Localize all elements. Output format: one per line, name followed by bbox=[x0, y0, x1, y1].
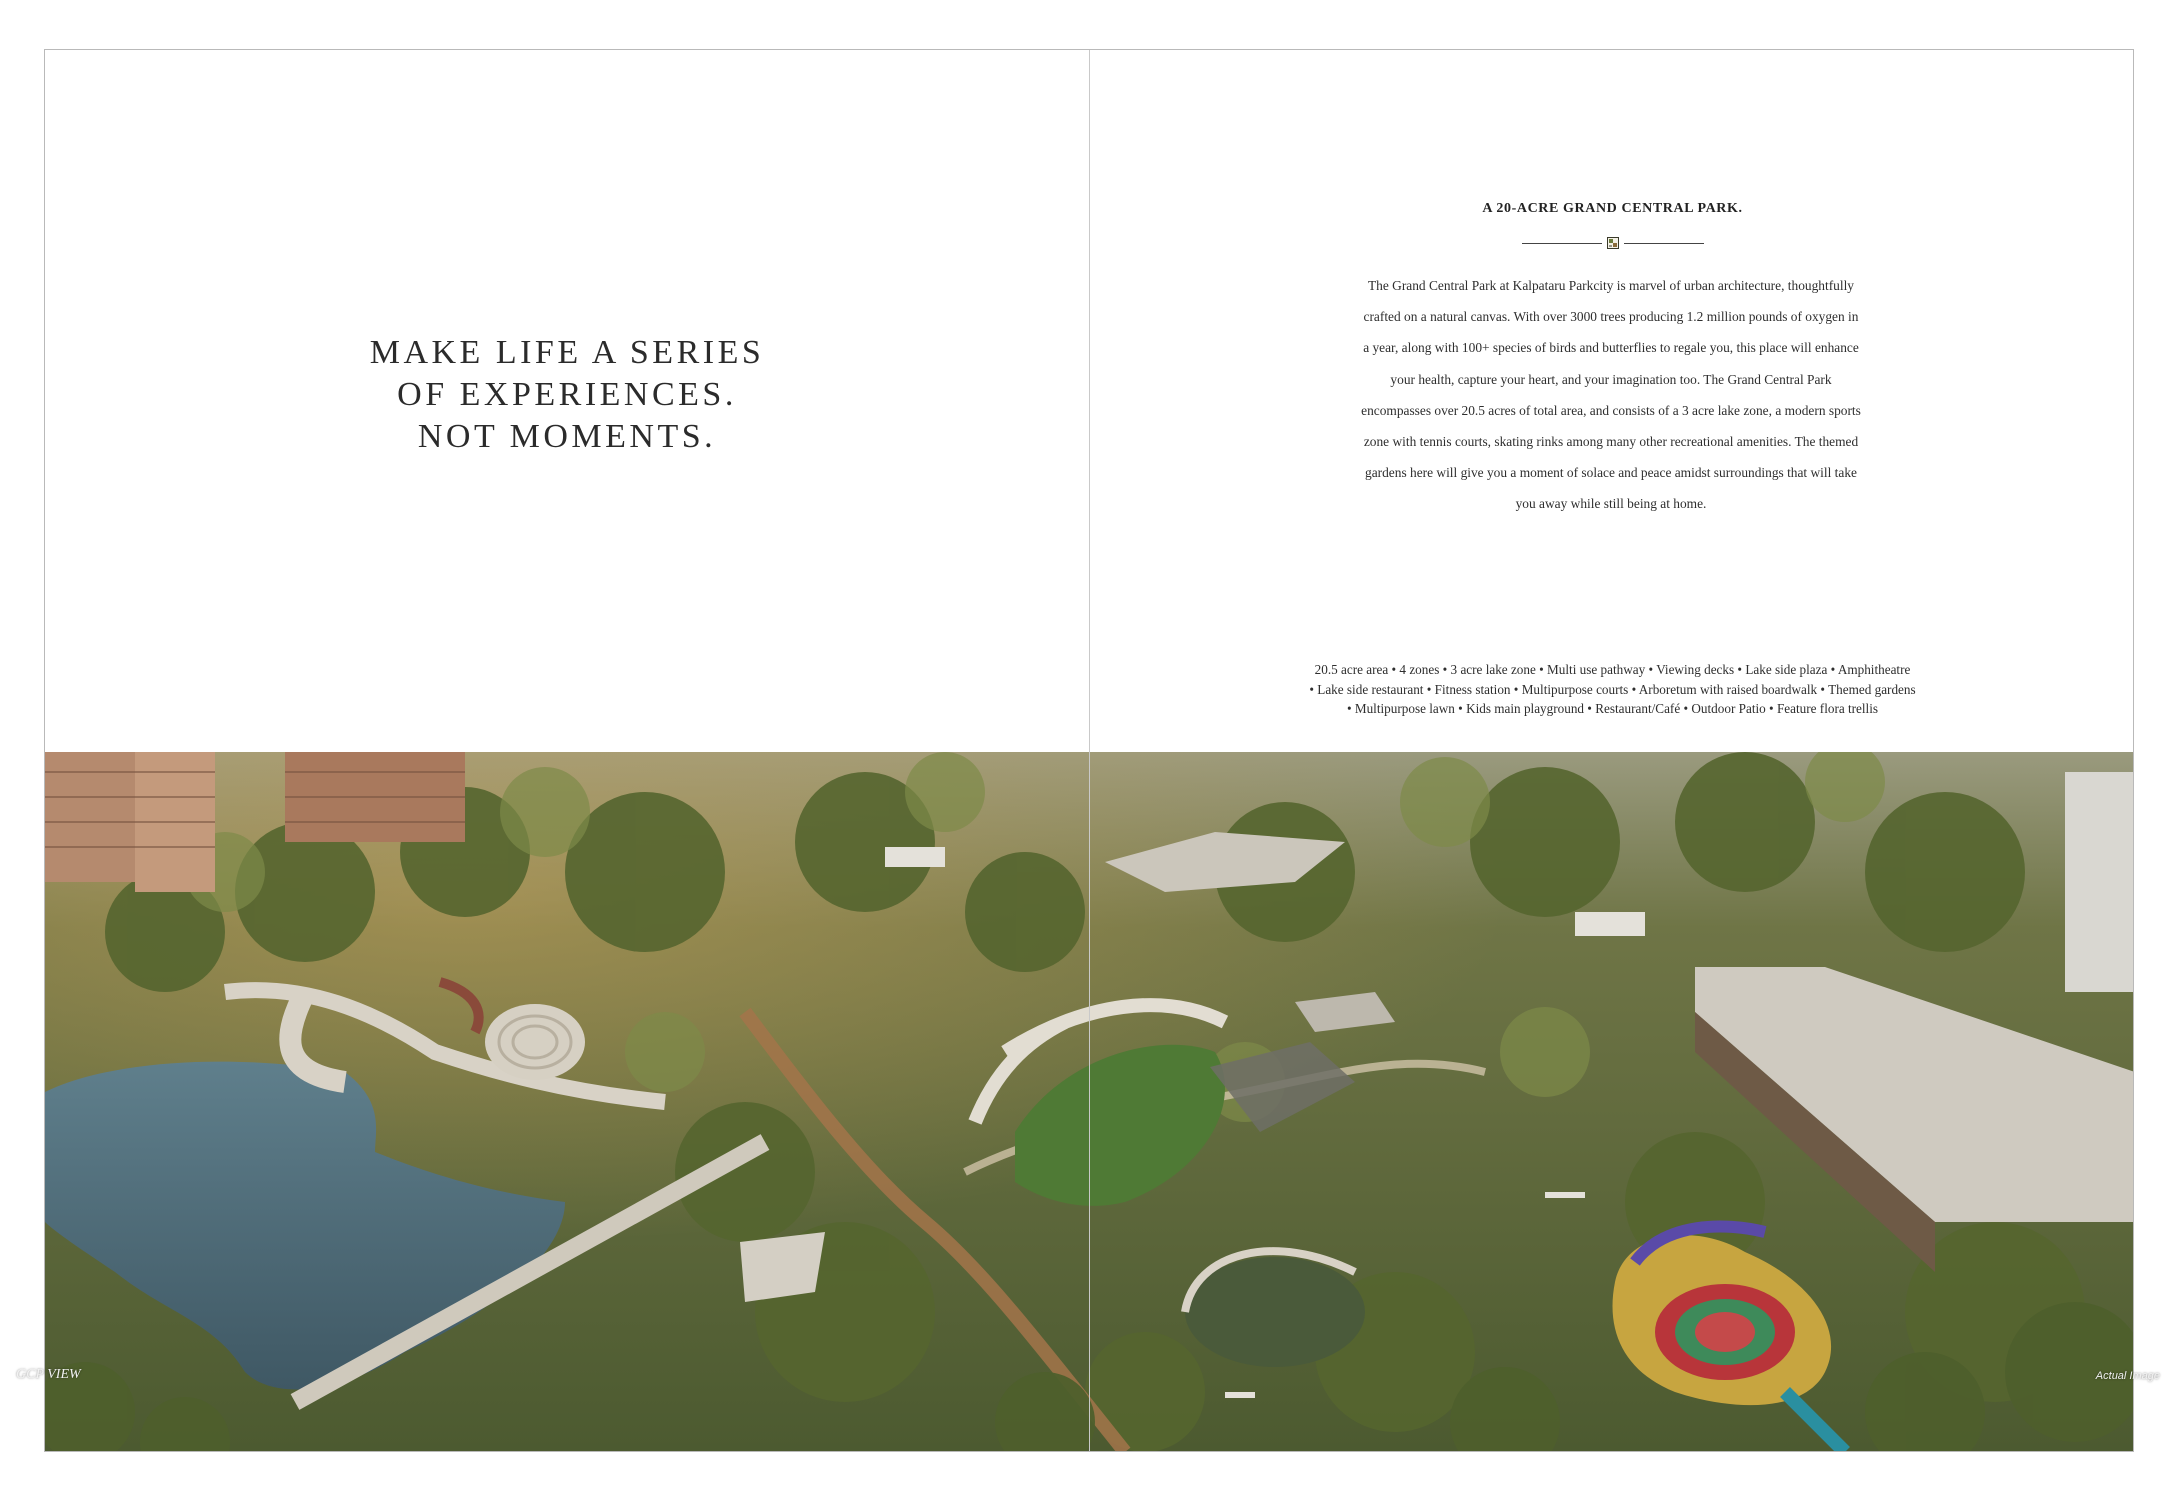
description-line: crafted on a natural canvas. With over 3000 trees producing 1.2 million pounds of oxygen in bbox=[1363, 309, 1859, 325]
headline-line-1: MAKE LIFE A SERIES bbox=[369, 334, 765, 371]
divider-line-left bbox=[1522, 243, 1602, 244]
description-line: The Grand Central Park at Kalpataru Parkcity is marvel of urban architecture, thoughtfully bbox=[1368, 278, 1854, 293]
amenities-list bbox=[1090, 660, 2134, 719]
ornament-emblem-icon bbox=[1607, 237, 1619, 249]
photo-caption-right: Actual Image bbox=[2095, 1370, 2160, 1382]
description-line: a year, along with 100+ species of birds and butterflies to regale you, this place will enhance bbox=[1363, 340, 1859, 356]
headline-line-3: NOT MOMENTS. bbox=[417, 418, 717, 455]
brochure-spread bbox=[44, 49, 2134, 1452]
title-divider bbox=[1522, 236, 1704, 250]
description-line: encompasses over 20.5 acres of total area, and consists of a 3 acre lake zone, a modern sports bbox=[1361, 402, 1861, 418]
description-line: gardens here will give you a moment of solace and peace amidst surroundings that will take bbox=[1365, 465, 1857, 481]
left-page-top bbox=[45, 50, 1089, 752]
headline-line-2: OF EXPERIENCES. bbox=[397, 376, 737, 413]
photo-caption-left: GCP VIEW bbox=[16, 1367, 81, 1382]
headline bbox=[45, 332, 1089, 458]
right-page-top bbox=[1090, 50, 2134, 752]
divider-line-right bbox=[1624, 243, 1704, 244]
park-description bbox=[1346, 270, 1876, 520]
amenities-line: • Multipurpose lawn • Kids main playground • Restaurant/Café • Outdoor Patio • Feature flora trellis bbox=[1346, 701, 1879, 716]
description-line: zone with tennis courts, skating rinks among many other recreational amenities. The themed bbox=[1363, 434, 1859, 450]
amphitheatre bbox=[485, 1004, 585, 1080]
description-line: your health, capture your heart, and your imagination too. The Grand Central Park bbox=[1390, 371, 1832, 387]
description-line: you away while still being at home. bbox=[1515, 496, 1707, 512]
amenities-line: • Lake side restaurant • Fitness station • Multipurpose courts • Arboretum with raised boardwalk • Themed gardens bbox=[1309, 681, 1916, 697]
section-title: A 20-ACRE GRAND CENTRAL PARK. bbox=[1482, 201, 1743, 216]
page-fold bbox=[1089, 50, 1090, 1451]
amenities-line: 20.5 acre area • 4 zones • 3 acre lake zone • Multi use pathway • Viewing decks • Lake side plaza • Amphitheatre bbox=[1314, 662, 1911, 677]
